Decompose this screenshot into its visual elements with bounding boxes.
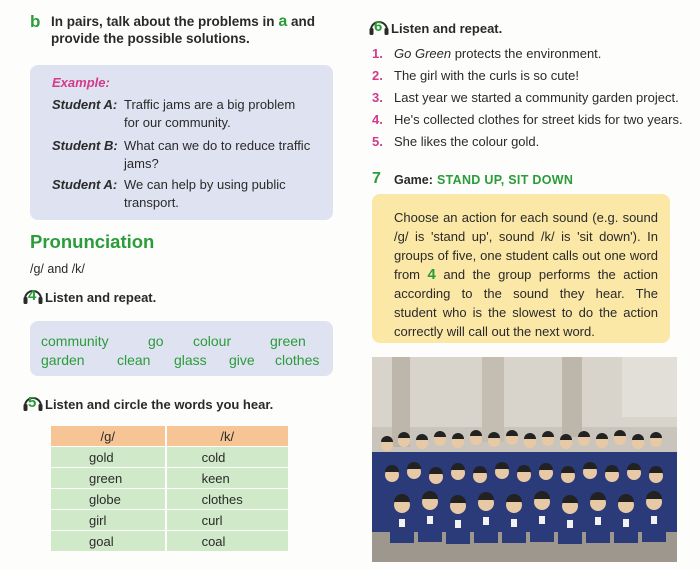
example-line: transport.	[124, 195, 179, 210]
list-item	[372, 90, 679, 105]
table-cell[interactable]: green	[51, 468, 166, 489]
table-row	[51, 489, 288, 510]
item-number: 2.	[372, 68, 383, 83]
table-cell[interactable]: keen	[166, 468, 288, 489]
activity-number: 6	[374, 18, 383, 35]
headphone-icon	[22, 392, 44, 414]
item-text: He's collected clothes for street kids for two years.	[394, 112, 683, 127]
headphone-icon	[368, 16, 390, 38]
activity4-title: Listen and repeat.	[45, 290, 157, 305]
item-text: She likes the colour gold.	[394, 134, 540, 149]
game-text-part2: and the group performs the action according to the sound they hear. The student who is the slowest to do the action correctly will call out the next word.	[394, 267, 658, 339]
item-text: protects the environment.	[451, 46, 602, 61]
example-line: Traffic jams are a big problem	[124, 97, 296, 112]
game-label: Game:	[394, 173, 433, 187]
example-title: Example:	[52, 75, 110, 90]
table-cell[interactable]: gold	[51, 447, 166, 468]
table-cell[interactable]: goal	[51, 531, 166, 552]
table-cell[interactable]: clothes	[166, 489, 288, 510]
table-row	[51, 468, 288, 489]
table-cell[interactable]: curl	[166, 510, 288, 531]
table-cell[interactable]: cold	[166, 447, 288, 468]
table-cell[interactable]: globe	[51, 489, 166, 510]
activity5-title: Listen and circle the words you hear.	[45, 397, 274, 412]
item-text: The girl with the curls is so cute!	[394, 68, 579, 83]
activity7-number: 7	[372, 170, 381, 187]
activity6-title: Listen and repeat.	[391, 21, 503, 36]
word: give	[229, 352, 255, 368]
table-header: /g/	[51, 426, 166, 447]
word: glass	[174, 352, 207, 368]
word: colour	[193, 333, 232, 349]
game-title: STAND UP, SIT DOWN	[437, 173, 574, 187]
group-photo	[372, 357, 677, 562]
activity-number: 4	[28, 287, 37, 304]
example-line: What can we do to reduce traffic	[124, 138, 311, 153]
list-item	[372, 134, 539, 149]
word: garden	[41, 352, 85, 368]
table-row	[51, 447, 288, 468]
example-speaker: Student A:	[52, 97, 118, 112]
word: clothes	[275, 352, 320, 368]
item-number: 3.	[372, 90, 383, 105]
example-line: for our community.	[124, 115, 231, 130]
activity-number: 5	[28, 394, 37, 411]
pronunciation-subtitle: /g/ and /k/	[30, 262, 85, 276]
word: green	[270, 333, 306, 349]
game-instructions	[394, 208, 658, 341]
headphone-icon	[22, 285, 44, 307]
list-item	[372, 46, 601, 61]
item-emphasis: Go Green	[394, 46, 452, 61]
sound-table	[51, 426, 288, 551]
section-b-instruction	[51, 13, 346, 47]
item-text: Last year we started a community garden project.	[394, 90, 679, 105]
table-header: /k/	[166, 426, 288, 447]
table-header-row	[51, 426, 288, 447]
word: go	[148, 333, 164, 349]
item-number: 4.	[372, 112, 383, 127]
instruction-part2: and provide the possible solutions.	[51, 14, 315, 46]
example-speaker: Student B:	[52, 138, 118, 153]
pronunciation-title: Pronunciation	[30, 231, 155, 252]
item-number: 1.	[372, 46, 383, 61]
instruction-ref-a: a	[278, 13, 288, 30]
example-line: We can help by using public	[124, 177, 286, 192]
list-item	[372, 112, 683, 127]
game-text-part1: Choose an action for each sound (e.g. sound /g/ is 'stand up', sound /k/ is 'sit down'). In groups of five, one student calls out one word from	[394, 210, 658, 282]
table-row	[51, 510, 288, 531]
example-speaker: Student A:	[52, 177, 118, 192]
list-item	[372, 68, 579, 83]
table-cell[interactable]: girl	[51, 510, 166, 531]
example-line: jams?	[124, 156, 159, 171]
word: clean	[117, 352, 151, 368]
instruction-part1: In pairs, talk about the problems in	[51, 14, 275, 29]
item-number: 5.	[372, 134, 383, 149]
word: community	[41, 333, 109, 349]
table-row	[51, 531, 288, 552]
game-ref-4: 4	[427, 266, 436, 283]
section-b-letter: b	[30, 12, 41, 31]
table-cell[interactable]: coal	[166, 531, 288, 552]
